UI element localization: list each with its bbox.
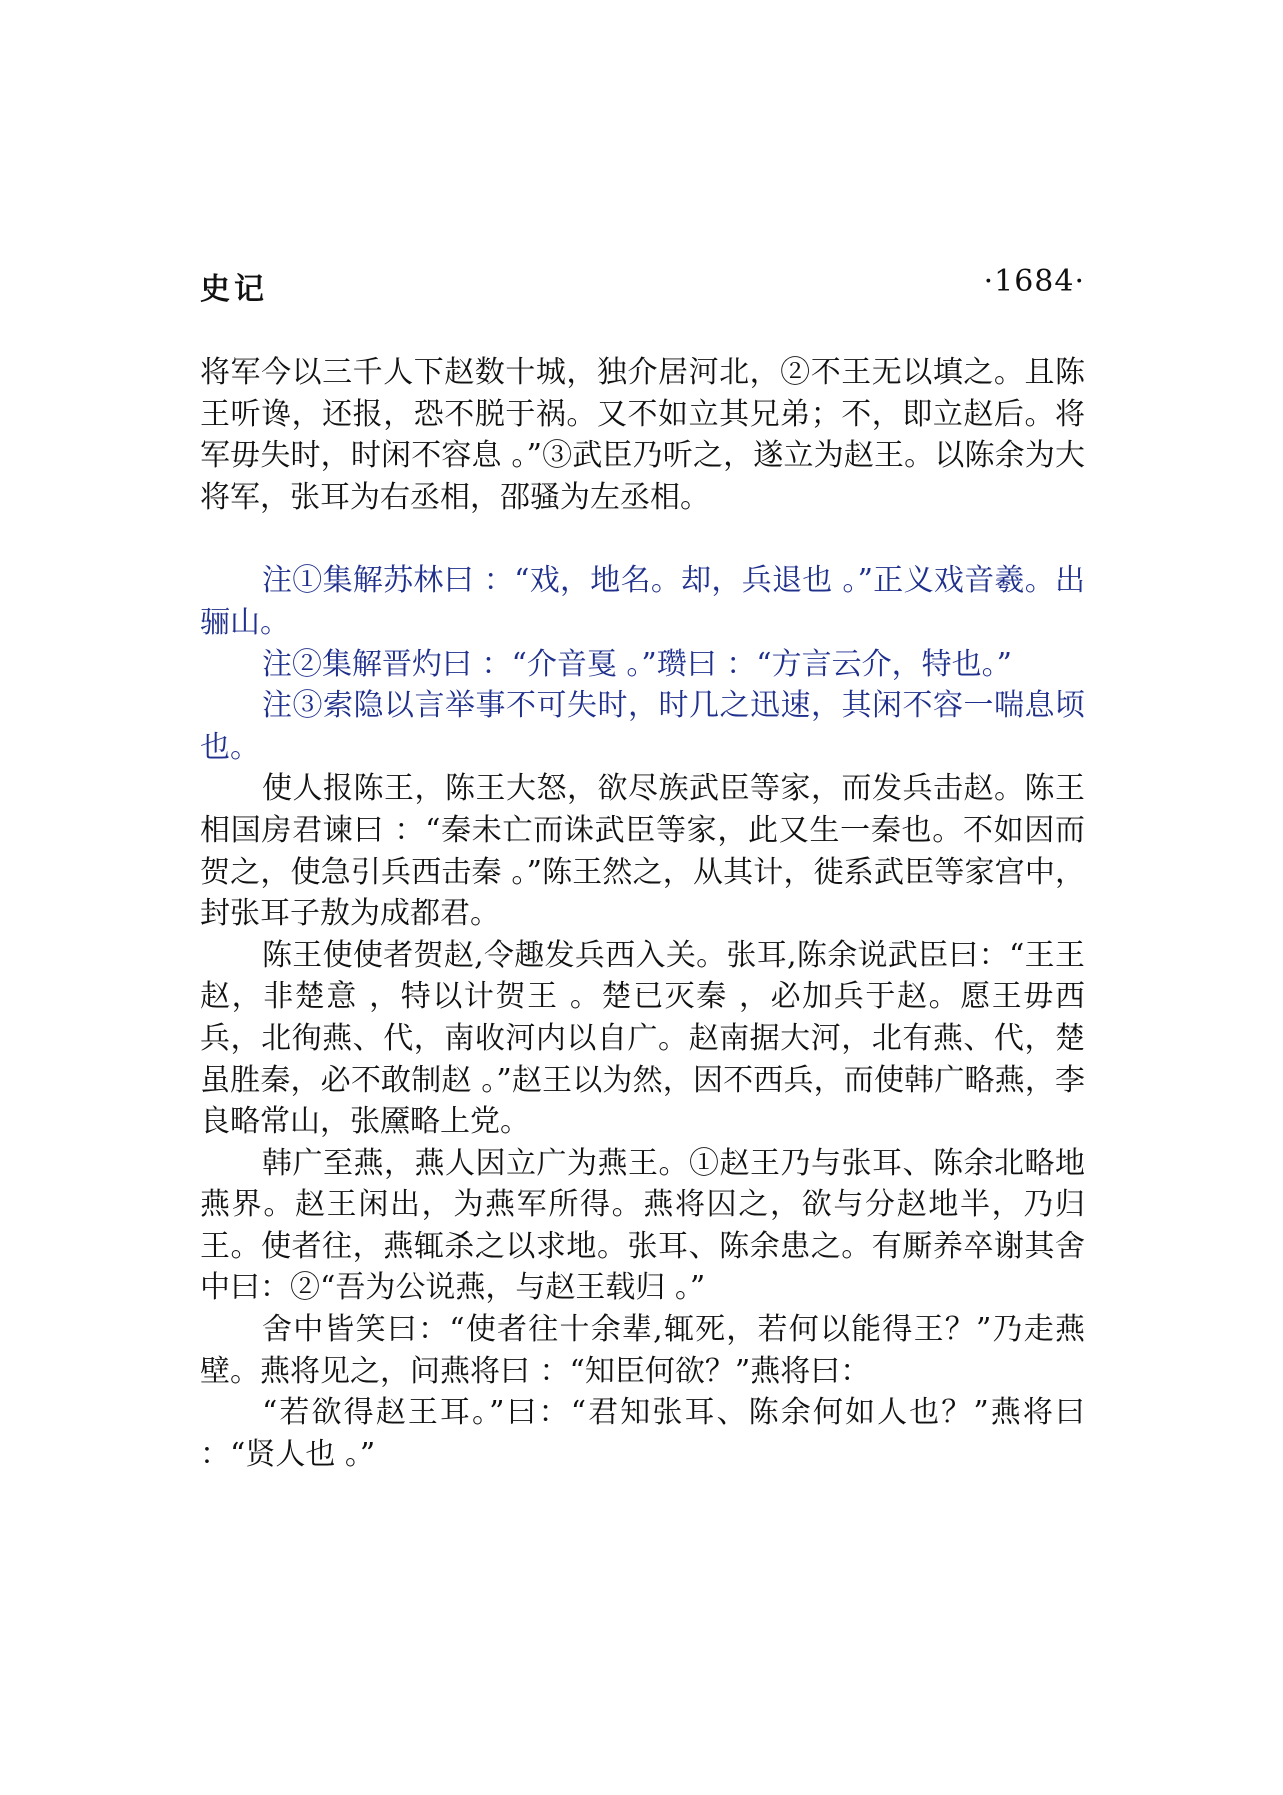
annotation-note: 注①集解苏林曰 ：“戏，地名。却，兵退也 。”正义戏音羲。出骊山。: [200, 563, 1085, 640]
body-paragraph: 陈王使使者贺赵,令趣发兵西入关。张耳,陈余说武臣曰：“王王赵，非楚意 ，特以计贺王 。楚已灭秦 ，必加兵于赵。愿王毋西兵，北徇燕、代，南收河内以自广。赵南据大河，北有燕、代，楚虽胜秦，必不敢制赵 。”赵王以为然，因不西兵，而使韩广略燕，李良略常山，张黡略上党。: [200, 937, 1085, 1140]
page-header: [200, 264, 1085, 308]
book-title: 史记: [200, 272, 268, 307]
body-paragraph: 将军今以三千人下赵数十城，独介居河北，②不王无以填之。且陈王听谗，还报，恐不脱于祸。又不如立其兄弟；不，即立赵后。将军毋失时，时闲不容息 。”③武臣乃听之，遂立为赵王。以陈余为大将军，张耳为右丞相，邵骚为左丞相。: [200, 355, 1085, 515]
body-paragraph: “若欲得赵王耳。”曰：“君知张耳、陈余何如人也？”燕将曰 ：“贤人也 。”: [200, 1395, 1085, 1472]
body-paragraph: 使人报陈王，陈王大怒，欲尽族武臣等家，而发兵击赵。陈王相国房君谏曰 ：“秦未亡而诛武臣等家，此又生一秦也。不如因而贺之，使急引兵西击秦 。”陈王然之，从其计，徙系武臣等家宫中，封张耳子敖为成都君。: [200, 771, 1085, 932]
page-number: ·1684·: [983, 264, 1085, 299]
annotation-note: 注③索隐以言举事不可失时，时几之迅速，其闲不容一喘息顷也。: [200, 688, 1085, 765]
page-body: [200, 352, 1085, 1475]
paragraph-gap: [200, 518, 1085, 560]
body-paragraph: 舍中皆笑曰：“使者往十余辈,辄死，若何以能得王？”乃走燕壁。燕将见之，问燕将曰 ：“知臣何欲？”燕将曰：: [200, 1312, 1085, 1389]
annotation-note: 注②集解晋灼曰 ：“介音戛 。”瓒曰 ：“方言云介，特也。”: [262, 646, 1012, 682]
body-paragraph: 韩广至燕，燕人因立广为燕王。①赵王乃与张耳、陈余北略地燕界。赵王闲出，为燕军所得。燕将囚之，欲与分赵地半，乃归王。使者往，燕辄杀之以求地。张耳、陈余患之。有厮养卒谢其舍中曰：②“吾为公说燕，与赵王载归 。”: [200, 1145, 1085, 1306]
